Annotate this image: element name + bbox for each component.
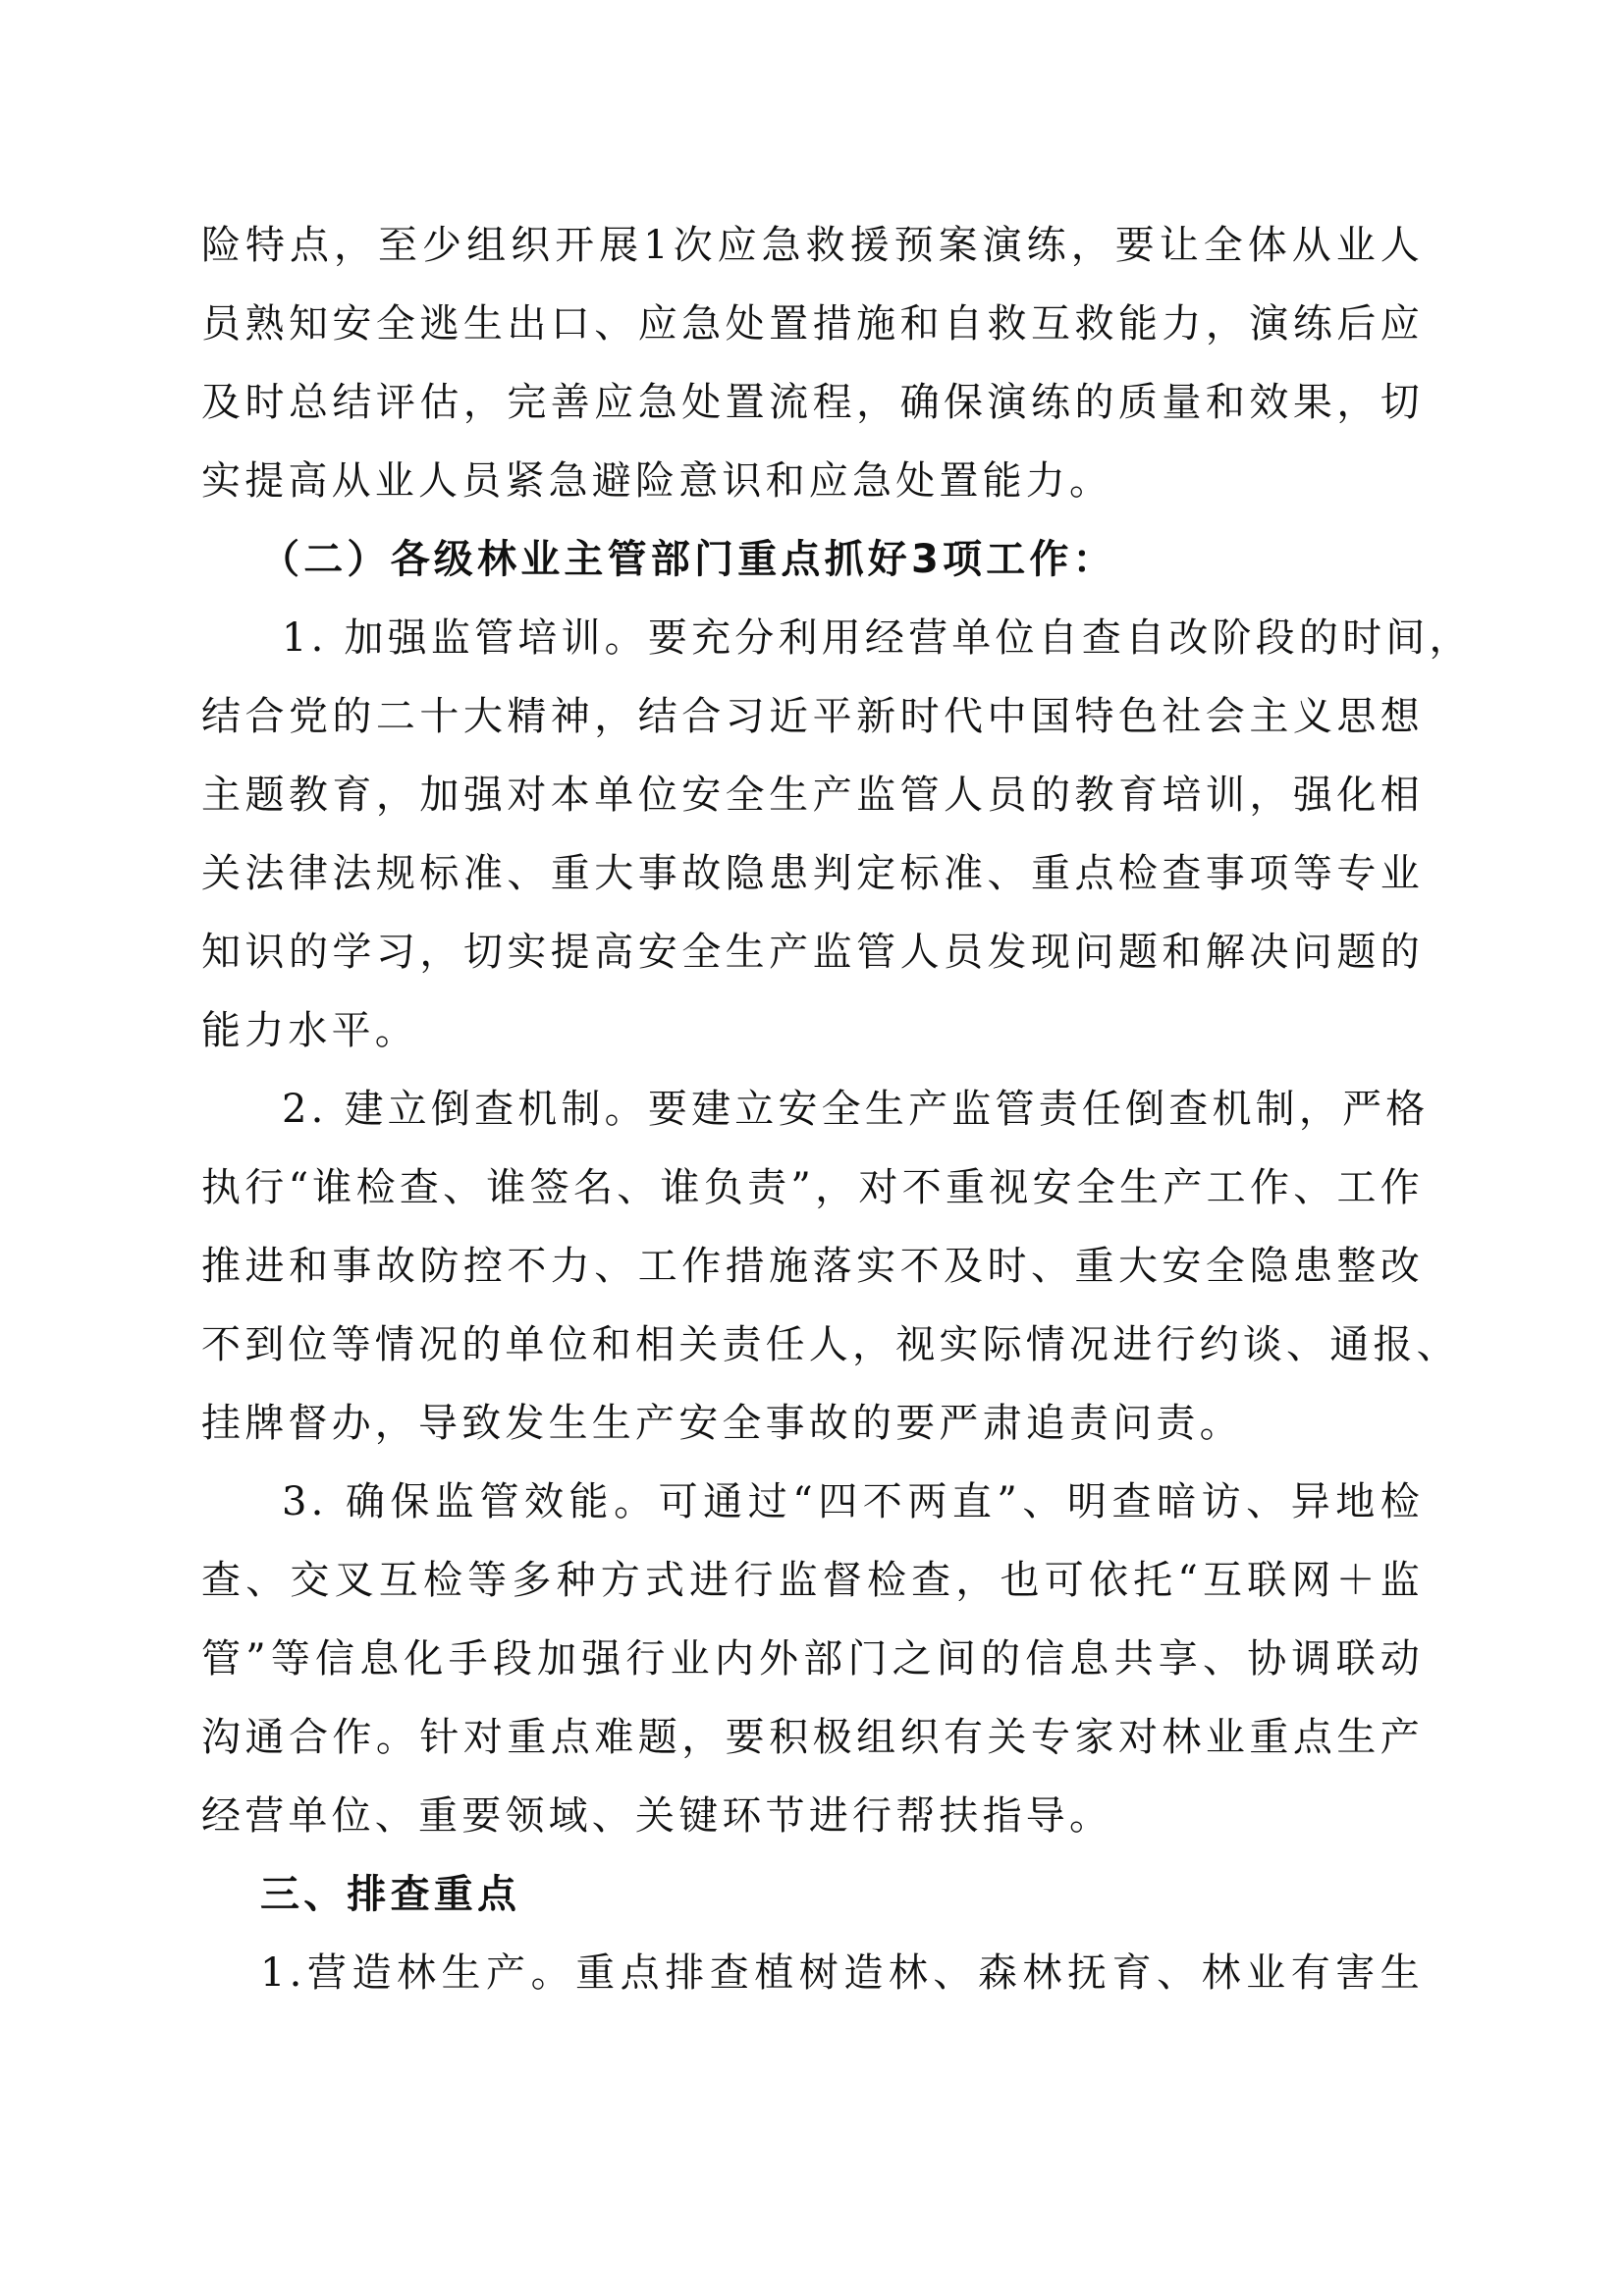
section-3-item-1-paragraph — [201, 1946, 1424, 2024]
text-line: 不到位等情况的单位和相关责任人，视实际情况进行约谈、通报、 — [201, 1322, 1460, 1367]
text-line: 险特点，至少组织开展1次应急救援预案演练，要让全体从业人 — [201, 223, 1424, 268]
text-line: 员熟知安全逃生出口、应急处置措施和自救互救能力，演练后应 — [201, 301, 1424, 347]
text-line: 3. 确保监管效能。可通过“四不两直”、明查暗访、异地检 — [282, 1479, 1424, 1524]
text-line: 执行“谁检查、谁签名、谁负责”，对不重视安全生产工作、工作 — [201, 1165, 1424, 1210]
text-line: 结合党的二十大精神，结合习近平新时代中国特色社会主义思想 — [201, 694, 1424, 739]
text-line: 及时总结评估，完善应急处置流程，确保演练的质量和效果，切 — [201, 380, 1424, 425]
text-line: 挂牌督办，导致发生生产安全事故的要严肃追责问责。 — [201, 1401, 1243, 1446]
text-line: 主题教育，加强对本单位安全生产监管人员的教育培训，强化相 — [201, 773, 1424, 818]
text-line: 沟通合作。针对重点难题，要积极组织有关专家对林业重点生产 — [201, 1715, 1424, 1760]
continuation-paragraph — [201, 218, 1424, 532]
text-line: 知识的学习，切实提高安全生产监管人员发现问题和解决问题的 — [201, 930, 1424, 975]
text-line: 1.营造林生产。重点排查植树造林、森林抚育、林业有害生 — [260, 1950, 1424, 1996]
item-2-paragraph — [201, 1082, 1460, 1474]
document-page — [201, 218, 1473, 2024]
text-line: 能力水平。 — [201, 1008, 418, 1053]
item-3-paragraph — [201, 1474, 1424, 1867]
item-1-paragraph — [201, 611, 1473, 1082]
text-line: 经营单位、重要领域、关键环节进行帮扶指导。 — [201, 1793, 1113, 1839]
section-heading-2: （二）各级林业主管部门重点抓好3项工作： — [260, 537, 1116, 582]
text-line: 1. 加强监管培训。要充分利用经营单位自查自改阶段的时间， — [282, 615, 1473, 661]
text-line: 实提高从业人员紧急避险意识和应急处置能力。 — [201, 458, 1113, 504]
text-line: 推进和事故防控不力、工作措施落实不及时、重大安全隐患整改 — [201, 1244, 1424, 1289]
section-heading-3: 三、排查重点 — [260, 1872, 521, 1917]
text-line: 2. 建立倒查机制。要建立安全生产监管责任倒查机制，严格 — [282, 1087, 1430, 1132]
text-line: 管”等信息化手段加强行业内外部门之间的信息共享、协调联动 — [201, 1636, 1424, 1682]
text-line: 关法律法规标准、重大事故隐患判定标准、重点检查事项等专业 — [201, 851, 1424, 896]
text-line: 查、交叉互检等多种方式进行监督检查，也可依托“互联网＋监 — [201, 1558, 1424, 1603]
